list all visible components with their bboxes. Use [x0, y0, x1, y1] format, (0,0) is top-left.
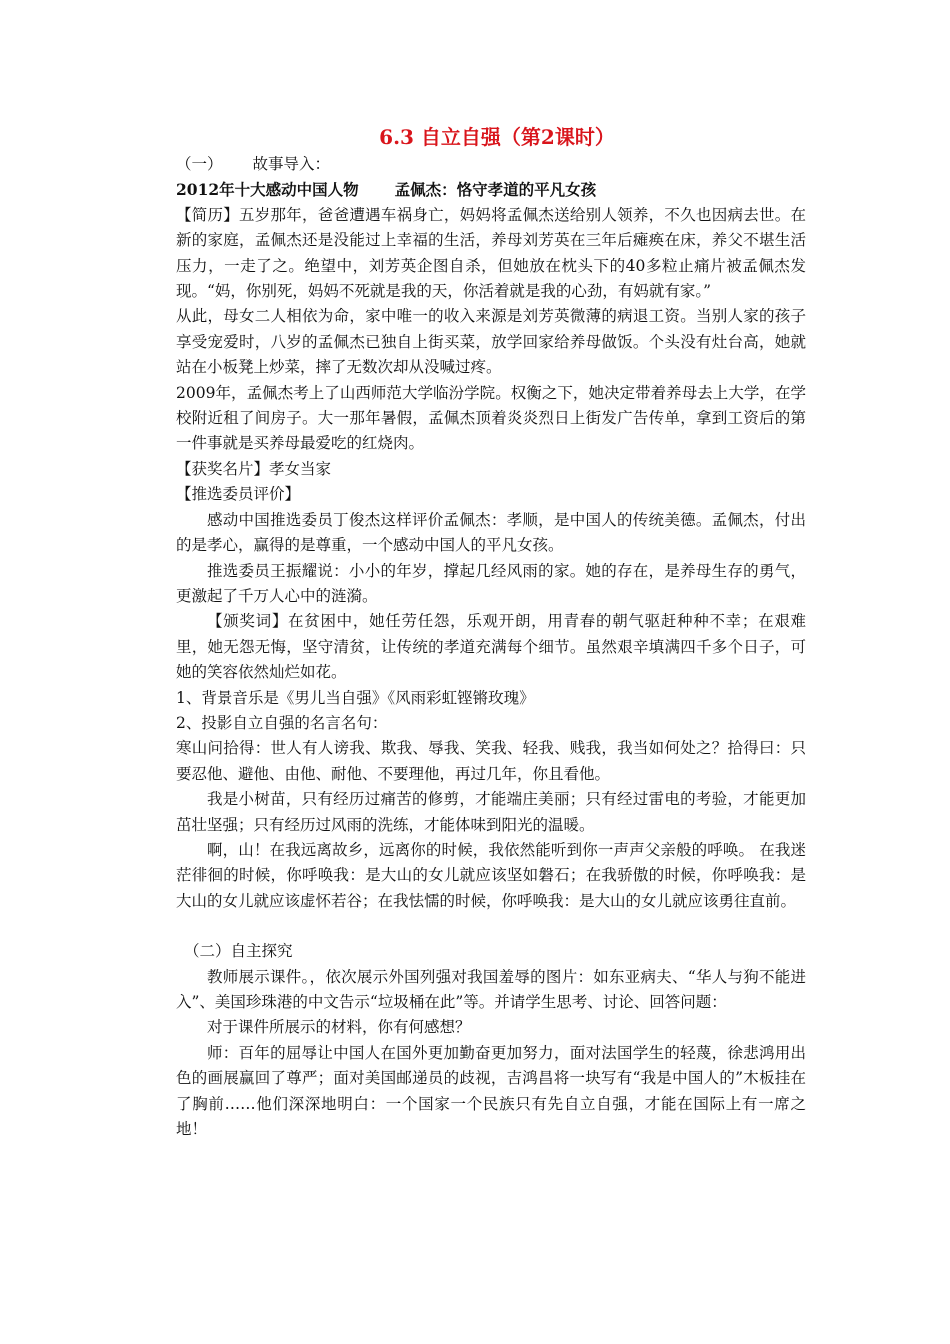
person-prefix: 2012年十大感动中国人物	[176, 180, 359, 200]
list-item-music: 1、背景音乐是《男儿当自强》《风雨彩虹铿锵玫瑰》	[176, 688, 535, 707]
bio-paragraph-3: 2009年，孟佩杰考上了山西师范大学临汾学院。权衡之下，她决定带着养母去上大学，在学校附近租了间房子。大一那年暑假，孟佩杰顶着炎炎烈日上街发广告传单，拿到工资后的第一件事就是买养母最爱吃的红烧肉。	[176, 383, 806, 453]
citation-paragraph	[176, 609, 806, 685]
quote-paragraph-2: 我是小树苗，只有经历过痛苦的修剪，才能端庄美丽；只有经过雷电的考验，才能更加茁壮坚强；只有经历过风雨的洗练，才能体味到阳光的温暖。	[176, 790, 806, 834]
quote-paragraph-1: 寒山问拾得：世人有人谤我、欺我、辱我、笑我、轻我、贱我，我当如何处之？拾得曰：只要忍他、避他、由他、耐他、不要理他，再过几年，你且看他。	[176, 739, 806, 783]
quote-paragraph-3: 啊，山！在我远离故乡，远离你的时候，我依然能听到你一声声父亲般的呼唤。 在我迷茫徘徊的时候，你呼唤我：是大山的女儿就应该坚如磐石；在我骄傲的时候，你呼唤我：是大山的女儿就应该虚怀若谷；在我怯懦的时候，你呼唤我：是大山的女儿就应该勇往直前。	[176, 840, 806, 910]
citation-label: 【颁奖词】	[207, 612, 289, 631]
section1-heading	[176, 152, 806, 177]
section1-heading-num: （一）	[176, 155, 223, 173]
bio-label: 【简历】	[176, 205, 240, 224]
award-label: 【获奖名片】	[176, 459, 270, 478]
person-title: 孟佩杰：恪守孝道的平凡女孩	[394, 180, 597, 200]
citation-text: 在贫困中，她任劳任怨，乐观开朗，用青春的朝气驱赶种种不幸；在艰难里，她无怨无悔，坚守清贫，让传统的孝道充满每个细节。虽然艰辛填满四千多个日子，可她的笑容依然灿烂如花。	[176, 612, 806, 682]
award-text: 孝女当家	[269, 459, 332, 478]
section-spacer	[176, 914, 806, 939]
list-item-quotes: 2、投影自立自强的名言名句：	[176, 713, 388, 732]
bio-paragraph-1	[176, 203, 806, 305]
bio-text-1: 五岁那年，爸爸遭遇车祸身亡，妈妈将孟佩杰送给别人领养，不久也因病去世。在新的家庭，孟佩杰还是没能过上幸福的生活，养母刘芳英在三年后瘫痪在床，养父不堪生活压力，一走了之。绝望中，刘芳英企图自杀，但她放在枕头下的40多粒止痛片被孟佩杰发现。“妈，你别死，妈妈不死就是我的天，你活着就是我的心劲，有妈就有家。”	[176, 205, 806, 301]
review-paragraph-1: 感动中国推选委员丁俊杰这样评价孟佩杰：孝顺，是中国人的传统美德。孟佩杰，付出的是孝心，赢得的是尊重，一个感动中国人的平凡女孩。	[176, 510, 806, 555]
section2-paragraph-1: 教师展示课件。，依次展示外国列强对我国羞辱的图片：如东亚病夫、“华人与狗不能进入”、美国珍珠港的中文告示“垃圾桶在此”等。并请学生思考、讨论、回答问题：	[176, 967, 806, 1011]
person-heading	[176, 177, 806, 202]
document-page	[176, 124, 806, 1142]
section2-paragraph-3: 师：百年的屈辱让中国人在国外更加勤奋更加努力，面对法国学生的轻蔑，徐悲鸿用出色的画展赢回了尊严；面对美国邮递员的歧视，吉鸿昌将一块写有“我是中国人的”木板挂在了胸前……他们深深地明白：一个国家一个民族只有先自立自强，才能在国际上有一席之地！	[176, 1043, 806, 1139]
review-heading: 【推选委员评价】	[176, 485, 301, 504]
section2-heading: （二）自主探究	[184, 942, 293, 961]
section1-heading-text: 故事导入：	[252, 155, 331, 173]
section2-paragraph-2: 对于课件所展示的材料，你有何感想？	[207, 1018, 471, 1037]
review-paragraph-2: 推选委员王振耀说：小小的年岁，撑起几经风雨的家。她的存在，是养母生存的勇气，更激起了千万人心中的涟漪。	[176, 561, 806, 605]
award-line	[176, 457, 806, 482]
document-title: 6.3 自立自强（第2课时）	[379, 125, 615, 149]
bio-paragraph-2: 从此，母女二人相依为命，家中唯一的收入来源是刘芳英微薄的病退工资。当别人家的孩子享受宠爱时，八岁的孟佩杰已独自上街买菜，放学回家给养母做饭。个头没有灶台高，她就站在小板凳上炒菜，摔了无数次却从没喊过疼。	[176, 307, 806, 377]
